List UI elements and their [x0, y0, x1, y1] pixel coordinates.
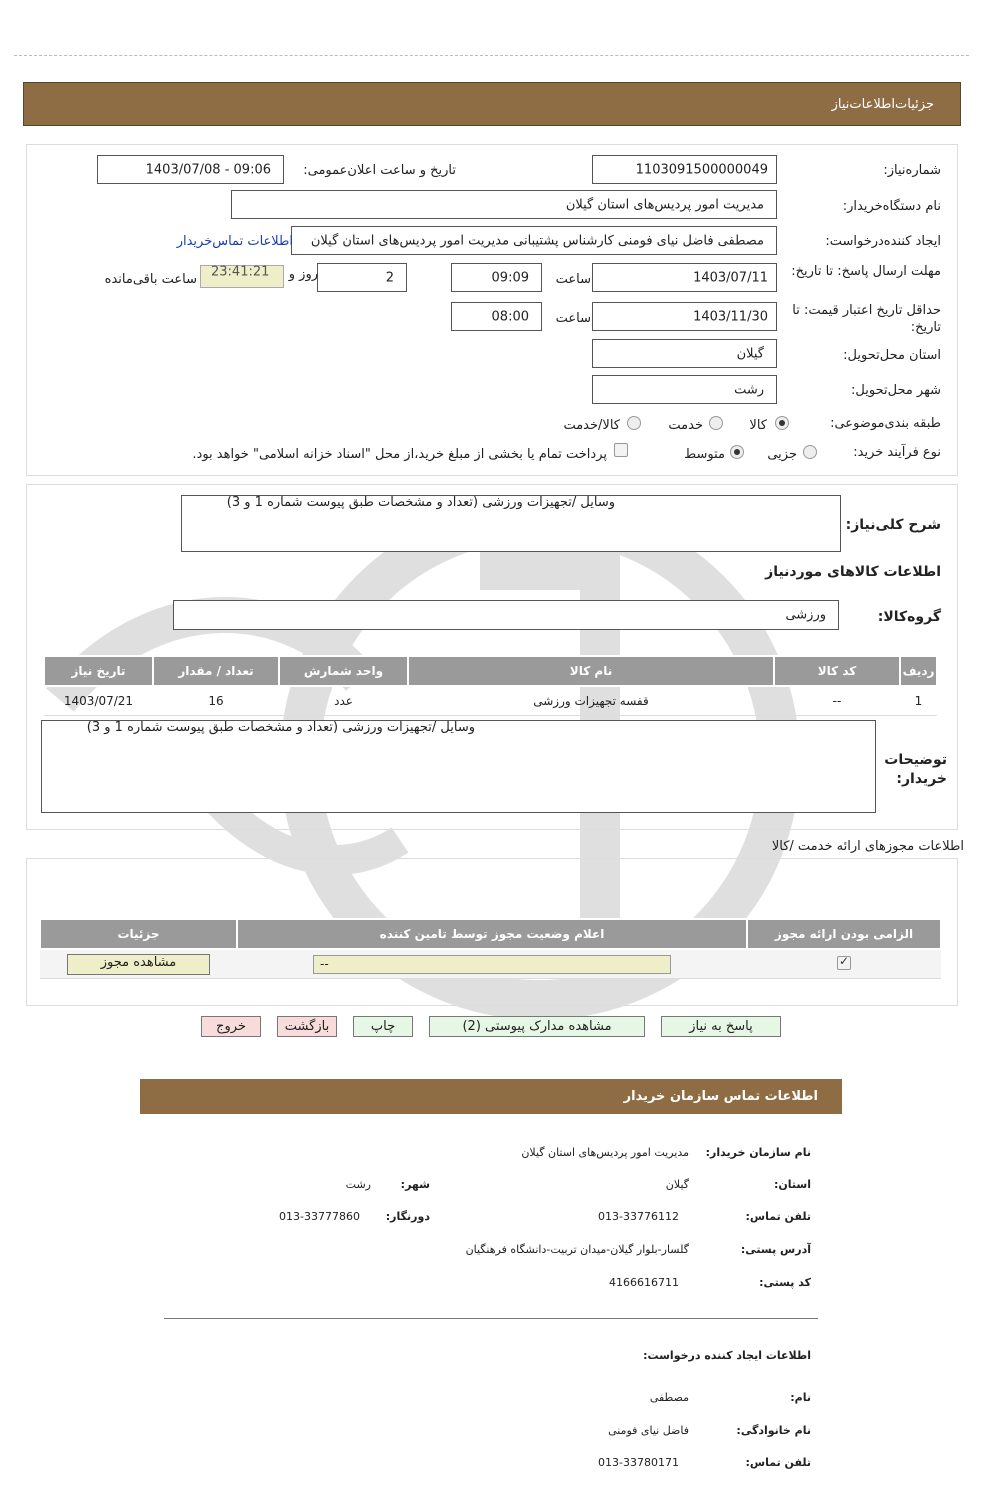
city-field: رشت [592, 375, 777, 404]
cell-date: 1403/07/21 [44, 686, 153, 716]
permits-title: اطلاعات مجوزهای ارائه خدمت /کالا [771, 839, 964, 854]
col-name: نام کالا [408, 656, 774, 686]
goods-group-label: گروه‌کالا: [877, 609, 941, 625]
process-medium-radio[interactable] [730, 445, 744, 459]
items-table-header [44, 656, 937, 686]
exit-button[interactable]: خروج [201, 1016, 261, 1037]
price-date-field: 1403/11/30 [592, 302, 777, 331]
top-divider [14, 55, 969, 56]
cell-permit-status [237, 949, 747, 979]
creator-field: مصطفی فاضل نیای فومنی کارشناس پشتیبانی مدیریت امور پردیس‌های استان گیلان [291, 226, 777, 255]
contact-city-value: رشت [345, 1178, 371, 1191]
address-label: آدرس پستی: [740, 1243, 811, 1256]
creator-name-label: نام: [790, 1391, 811, 1404]
contact-header-title: اطلاعات تماس سازمان خریدار [623, 1089, 818, 1104]
days-field: 2 [317, 263, 407, 292]
buyer-field: مدیریت امور پردیس‌های استان گیلان [231, 190, 777, 219]
cell-row: 1 [900, 686, 937, 716]
permit-required-checkbox[interactable] [837, 956, 851, 970]
buyer-notes-text: وسایل /تجهیزات ورزشی (تعداد و مشخصات طبق پیوست شماره 1 و 3) [41, 720, 876, 813]
category-goods-service-radio[interactable] [627, 416, 641, 430]
category-service-radio[interactable] [709, 416, 723, 430]
buyer-label: نام دستگاه‌خریدار: [842, 199, 941, 214]
treasury-payment-checkbox[interactable] [614, 443, 628, 457]
price-validity-label: حداقل تاریخ اعتبار قیمت: تا تاریخ: [792, 303, 941, 335]
items-table [43, 655, 938, 716]
announce-field: 1403/07/08 - 09:06 [97, 155, 284, 184]
page-header-title: جزئیات‌اطلاعات‌نیاز [831, 97, 934, 112]
reply-button[interactable]: پاسخ به نیاز [661, 1016, 781, 1037]
cell-unit: عدد [279, 686, 408, 716]
creator-name-value: مصطفی [649, 1391, 689, 1404]
fax-label: دورنگار: [385, 1210, 430, 1223]
creator-phone-value: 013-33780171 [598, 1456, 679, 1469]
remaining-time-field: 23:41:21 [200, 265, 284, 288]
permit-status-field[interactable]: -- [313, 955, 671, 974]
col-permit-status: اعلام وضعیت مجوز توسط تامین کننده [237, 919, 747, 949]
province-label: استان محل‌تحویل: [843, 348, 941, 363]
postal-label: کد پستی: [759, 1276, 811, 1289]
creator-phone-label: تلفن تماس: [745, 1456, 811, 1469]
table-row [40, 949, 941, 979]
reply-time-label: ساعت [555, 272, 591, 287]
cell-qty: 16 [153, 686, 279, 716]
process-minor-label: جزیی [767, 447, 797, 462]
creator-label: ایجاد کننده‌درخواست: [825, 234, 941, 249]
attachments-button[interactable]: مشاهده مدارک پیوستی (2) [429, 1016, 645, 1037]
contact-city-label: شهر: [400, 1178, 430, 1191]
reply-deadline-label: مهلت ارسال پاسخ: تا تاریخ: [791, 264, 941, 279]
col-qty: تعداد / مقدار [153, 656, 279, 686]
goods-group-field: ورزشی [173, 600, 839, 630]
reply-date-field: 1403/07/11 [592, 263, 777, 292]
contact-phone-label: تلفن تماس: [745, 1210, 811, 1223]
print-button[interactable]: چاپ [353, 1016, 413, 1037]
contact-phone-value: 013-33776112 [598, 1210, 679, 1223]
org-label: نام سازمان خریدار: [705, 1146, 811, 1159]
category-label: طبقه بندی‌موضوعی: [830, 416, 941, 431]
col-row: ردیف [900, 656, 937, 686]
category-goods-radio[interactable] [775, 416, 789, 430]
cell-permit-details [40, 949, 237, 979]
postal-value: 4166616711 [609, 1276, 679, 1289]
buyer-notes-label: توضیحات خریدار: [884, 752, 947, 787]
reply-time-field: 09:09 [451, 263, 542, 292]
col-code: کد کالا [774, 656, 900, 686]
cell-name: قفسه تجهیزات ورزشی [408, 686, 774, 716]
creator-family-label: نام خانوادگی: [736, 1424, 811, 1437]
city-label: شهر محل‌تحویل: [851, 383, 941, 398]
announce-label: تاریخ و ساعت اعلان‌عمومی: [303, 163, 456, 178]
contact-buyer-link[interactable]: اطلاعات تماس‌خریدار [176, 234, 293, 249]
address-value: گلسار-بلوار گیلان-میدان تربیت-دانشگاه فرهنگیان [465, 1243, 689, 1256]
back-button[interactable]: بازگشت [277, 1016, 337, 1037]
province-field: گیلان [592, 339, 777, 368]
org-value: مدیریت امور پردیس‌های استان گیلان [521, 1146, 689, 1159]
cell-permit-required [747, 949, 941, 979]
summary-label: شرح کلی‌نیاز: [845, 517, 941, 533]
col-permit-required: الزامی بودن ارائه مجوز [747, 919, 941, 949]
contact-province-label: استان: [774, 1178, 811, 1191]
goods-info-title: اطلاعات کالاهای مورد‌نیاز [765, 564, 941, 580]
process-medium-label: متوسط [684, 447, 725, 462]
creator-info-title: اطلاعات ایجاد کننده درخواست: [643, 1349, 811, 1362]
price-time-label: ساعت [555, 311, 591, 326]
fax-value: 013-33777860 [279, 1210, 360, 1223]
process-label: نوع فرآیند خرید: [853, 445, 941, 460]
need-number-label: شماره‌نیاز: [883, 163, 941, 178]
permits-table [39, 918, 942, 979]
page-header [23, 82, 961, 126]
days-label: روز و [288, 267, 318, 282]
col-permit-details: جزئیات [40, 919, 237, 949]
cell-code: -- [774, 686, 900, 716]
remaining-label: ساعت باقی‌مانده [104, 272, 197, 287]
creator-family-value: فاضل نیای فومنی [608, 1424, 689, 1437]
category-goods-service-label: کالا/خدمت [563, 418, 620, 433]
contact-province-value: گیلان [665, 1178, 689, 1191]
contact-divider [164, 1318, 818, 1319]
view-permit-button[interactable]: مشاهده مجوز [67, 954, 210, 975]
col-date: تاریخ نیاز [44, 656, 153, 686]
need-number-field: 1103091500000049 [592, 155, 777, 184]
contact-header [140, 1079, 842, 1114]
col-unit: واحد شمارش [279, 656, 408, 686]
price-time-field: 08:00 [451, 302, 542, 331]
summary-text: وسایل /تجهیزات ورزشی (تعداد و مشخصات طبق پیوست شماره 1 و 3) [181, 495, 841, 552]
category-goods-label: کالا [749, 418, 767, 433]
table-row [44, 686, 937, 716]
category-service-label: خدمت [668, 418, 703, 433]
permits-table-header [40, 919, 941, 949]
process-minor-radio[interactable] [803, 445, 817, 459]
treasury-payment-note: پرداخت تمام یا بخشی از مبلغ خرید،از محل "اسناد خزانه اسلامی" خواهد بود. [192, 447, 607, 462]
